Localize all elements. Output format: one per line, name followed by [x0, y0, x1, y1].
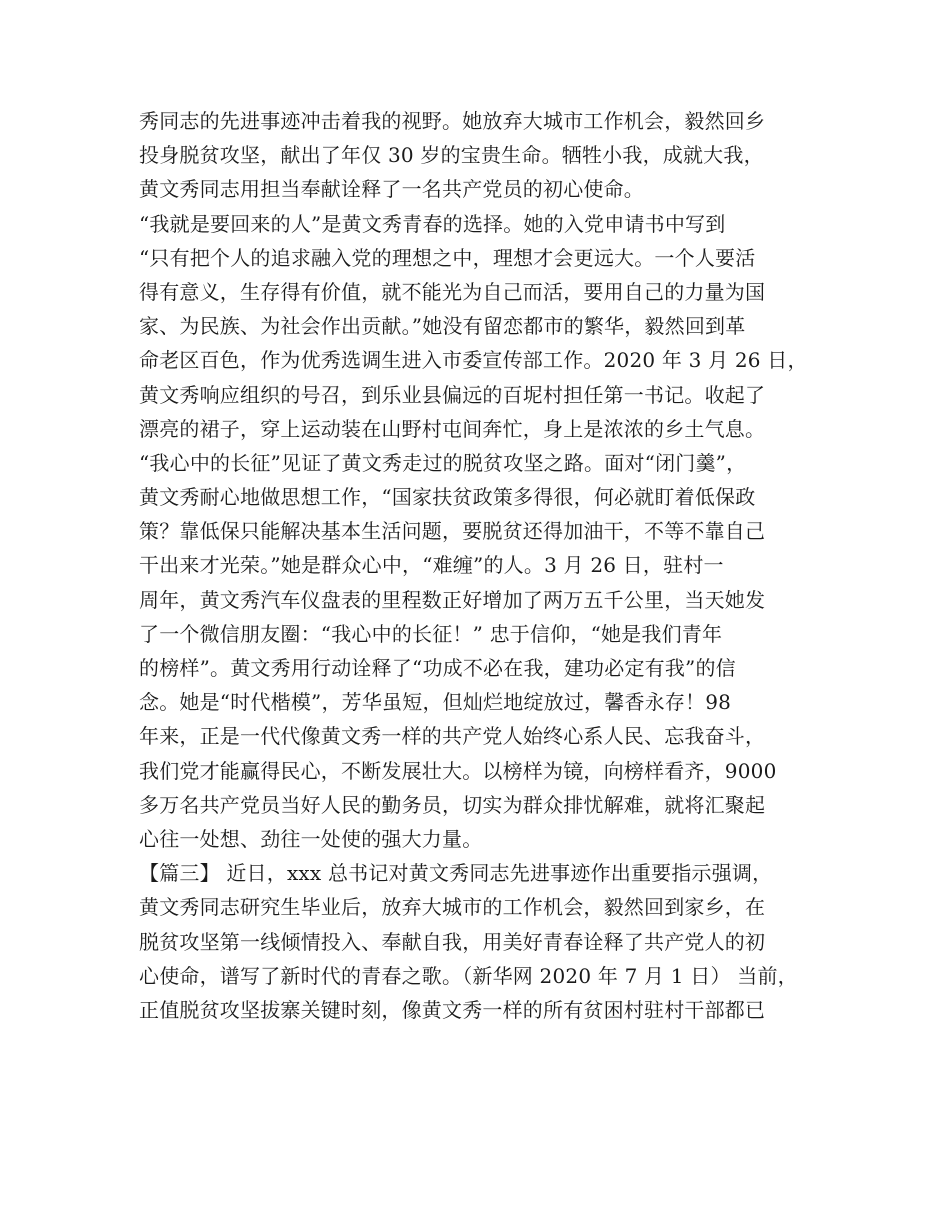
text-line: 的榜样”。黄文秀用行动诠释了“功成不必在我，建功必定有我”的信 — [139, 656, 736, 680]
text-line: 多万名共产党员当好人民的勤务员，切实为群众排忧解难，就将汇聚起 — [139, 792, 766, 817]
text-line: 秀同志的先进事迹冲击着我的视野。她放弃大城市工作机会，毅然回乡 — [139, 109, 766, 133]
text-line: 心往一处想、劲往一处使的强大力量。 — [139, 826, 483, 851]
text-line: 投身脱贫攻坚，献出了年仅 30 岁的宝贵生命。牺牲小我，成就大我， — [139, 143, 764, 168]
text-line: 正值脱贫攻坚拔寨关键时刻，像黄文秀一样的所有贫困村驻村干部都已 — [139, 997, 766, 1022]
text-line: 黄文秀同志研究生毕业后，放弃大城市的工作机会，毅然回到家乡，在 — [139, 895, 766, 920]
section-heading-line: 【篇三】 近日，xxx 总书记对黄文秀同志先进事迹作出重要指示强调， — [139, 861, 773, 886]
text-line: 年来，正是一代代像黄文秀一样的共产党人始终心系人民、忘我奋斗， — [139, 724, 766, 749]
text-line: 黄文秀同志用担当奉献诠释了一名共产党员的初心使命。 — [139, 177, 644, 202]
text-line: 干出来才光荣。”她是群众心中，“难缠”的人。3 月 26 日，驻村一 — [139, 553, 724, 578]
text-line: 脱贫攻坚第一线倾情投入、奉献自我，用美好青春诠释了共产党人的初 — [139, 929, 766, 954]
text-line: 黄文秀响应组织的号召，到乐业县偏远的百坭村担任第一书记。收起了 — [139, 382, 766, 407]
text-line: 策？靠低保只能解决基本生活问题，要脱贫还得加油干，不等不靠自己 — [139, 519, 766, 544]
text-line: 心使命，谱写了新时代的青春之歌。（新华网 2020 年 7 月 1 日） 当前， — [139, 963, 798, 988]
text-line: 念。她是“时代楷模”，芳华虽短，但灿烂地绽放过，馨香永存！98 — [139, 690, 732, 715]
text-line: 周年，黄文秀汽车仪盘表的里程数正好增加了两万五千公里，当天她发 — [139, 587, 766, 612]
text-line: 我们党才能赢得民心，不断发展壮大。以榜样为镜，向榜样看齐，9000 — [139, 758, 777, 783]
text-line: 命老区百色，作为优秀选调生进入市委宣传部工作。2020 年 3 月 26 日， — [139, 348, 808, 373]
text-line: “我就是要回来的人”是黄文秀青春的选择。她的入党申请书中写到 — [139, 211, 726, 236]
text-line: “只有把个人的追求融入党的理想之中，理想才会更远大。一个人要活 — [139, 245, 756, 270]
text-line: 黄文秀耐心地做思想工作，“国家扶贫政策多得很，何必就盯着低保政 — [139, 485, 756, 510]
text-line: 得有意义，生存得有价值，就不能光为自己而活，要用自己的力量为国 — [139, 279, 766, 304]
body-text — [139, 104, 819, 1027]
text-line: 家、为民族、为社会作出贡献。”她没有留恋都市的繁华，毅然回到革 — [139, 314, 746, 339]
text-line: 漂亮的裙子，穿上运动装在山野村屯间奔忙，身上是浓浓的乡土气息。 — [139, 416, 766, 441]
text-line: 了一个微信朋友圈：“我心中的长征！” 忠于信仰，“她是我们青年 — [139, 621, 723, 646]
text-line: “我心中的长征”见证了黄文秀走过的脱贫攻坚之路。面对“闭门羹”， — [139, 450, 747, 475]
